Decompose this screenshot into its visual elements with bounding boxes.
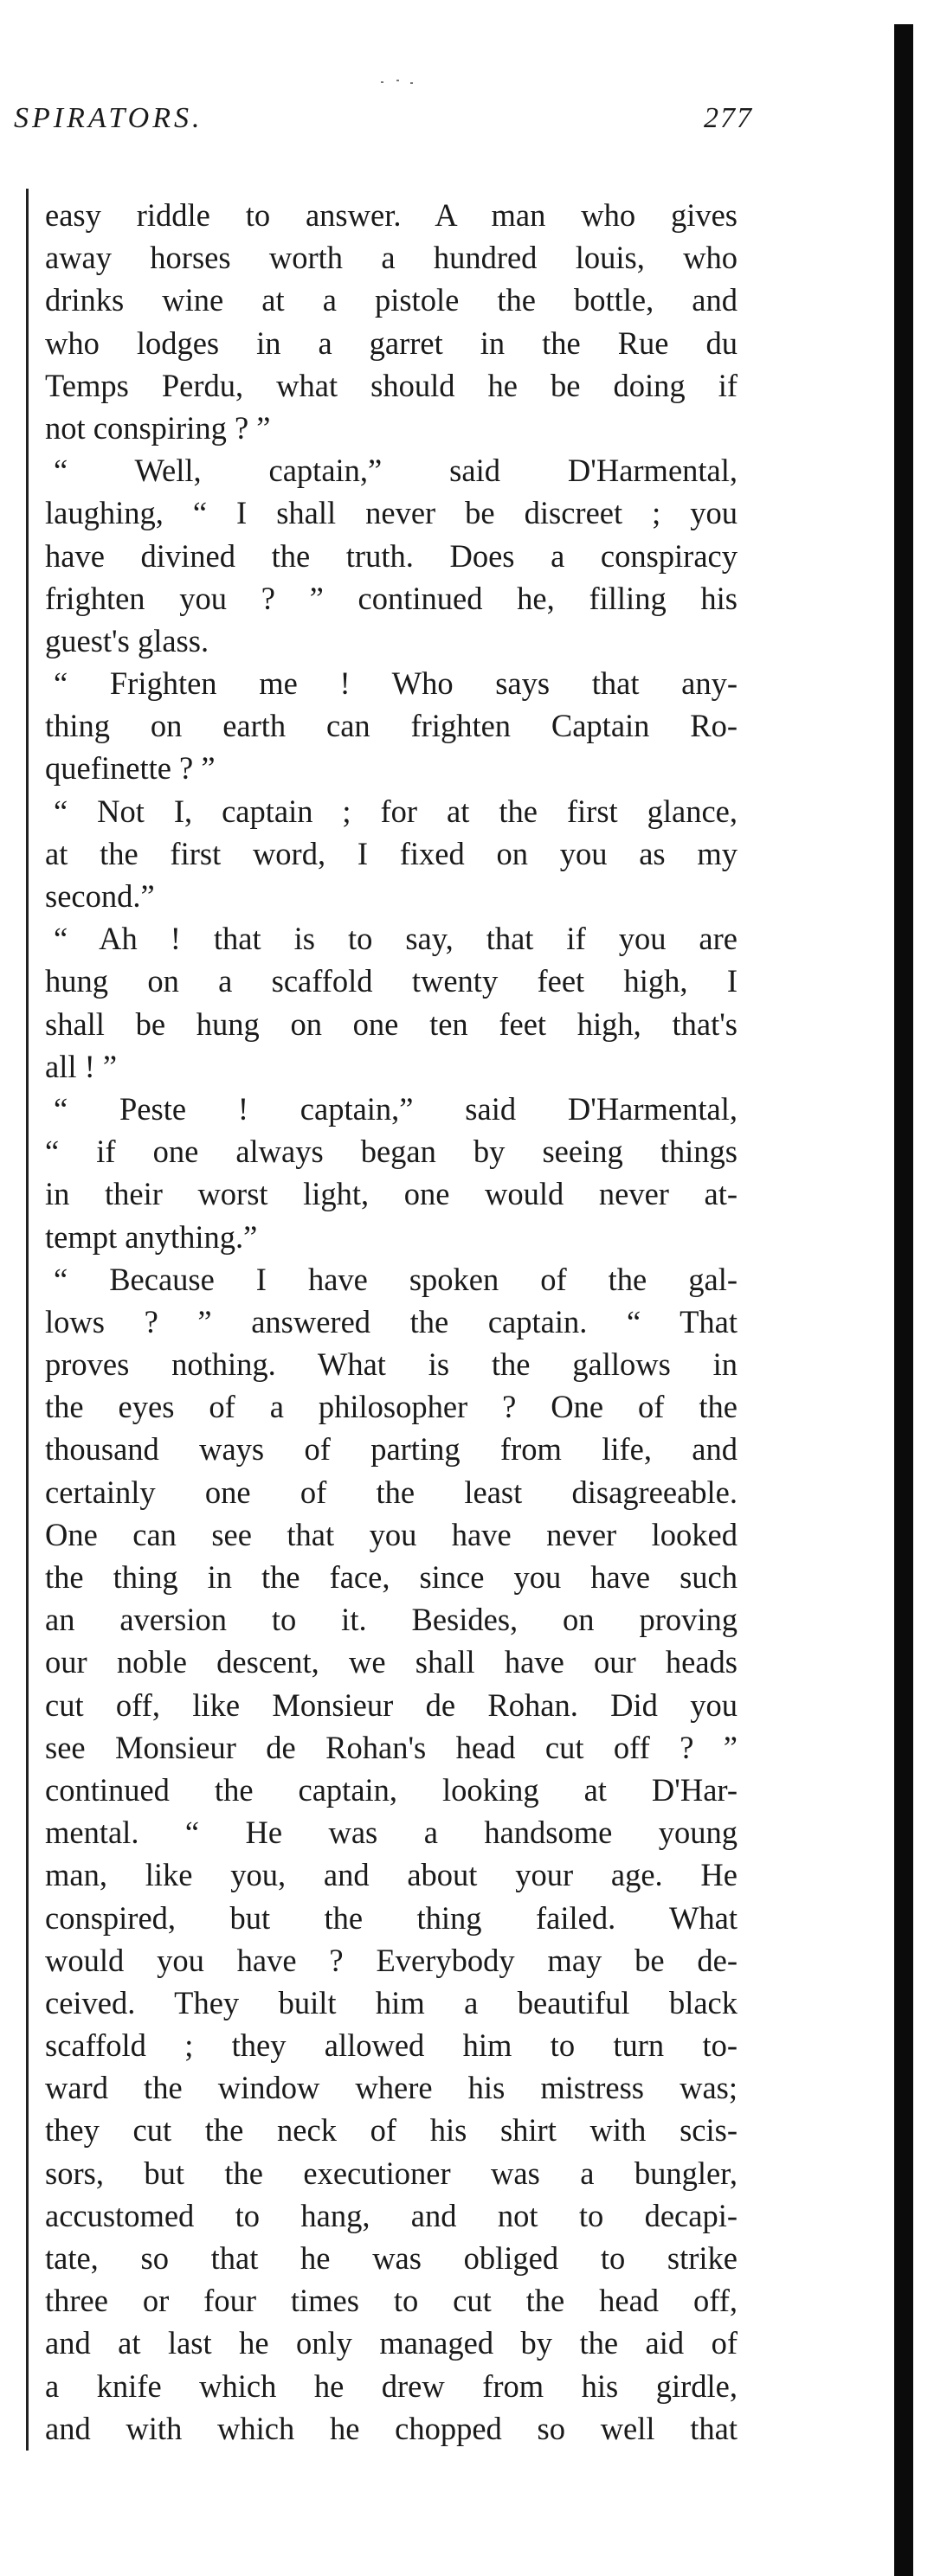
text-line: proves nothing. What is the gallows in [45,1346,738,1383]
text-line: conspired, but the thing failed. What [45,1899,738,1936]
text-line: tempt anything.” [45,1218,258,1255]
text-line: “ Peste ! captain,” said D'Harmental, [54,1090,738,1127]
text-line: hung on a scaffold twenty feet high, I [45,963,738,999]
text-line: scaffold ; they allowed him to turn to- [45,2027,738,2064]
text-line: easy riddle to answer. A man who gives [45,197,738,233]
binding-edge [894,24,913,2576]
text-line: and with which he chopped so well that [45,2410,738,2446]
text-line: second.” [45,878,155,914]
text-line: quefinette ? ” [45,750,216,787]
text-line: thing on earth can frighten Captain Ro- [45,708,738,744]
text-line: Temps Perdu, what should he be doing if [45,367,738,403]
text-line: continued the captain, looking at D'Har- [45,1771,738,1808]
text-line: tate, so that he was obliged to strike [45,2240,738,2276]
text-line: “ Because I have spoken of the gal- [54,1261,738,1297]
text-line: One can see that you have never looked [45,1516,738,1552]
text-line: they cut the neck of his shirt with scis- [45,2112,738,2149]
text-line: an aversion to it. Besides, on proving [45,1602,738,1638]
running-head: SPIRATORS. [14,102,203,134]
text-line: “ Ah ! that is to say, that if you are [54,921,738,957]
text-line: all ! ” [45,1048,118,1084]
text-line: ceived. They built him a beautiful black [45,1984,738,2020]
text-line: man, like you, and about your age. He [45,1857,738,1893]
page-number: 277 [704,102,753,134]
text-line: mental. “ He was a handsome young [45,1815,738,1851]
speck [396,80,399,81]
text-line: a knife which he drew from his girdle, [45,2367,738,2404]
text-line: and at last he only managed by the aid of [45,2325,738,2361]
text-line: three or four times to cut the head off, [45,2283,738,2319]
text-line: have divined the truth. Does a conspiracy [45,537,738,574]
print-specks [381,80,415,85]
text-line: our noble descent, we shall have our heads [45,1644,738,1680]
text-line: who lodges in a garret in the Rue du [45,324,738,361]
text-line: in their worst light, one would never at- [45,1176,738,1212]
text-line: would you have ? Everybody may be de- [45,1942,738,1978]
text-line: the thing in the face, since you have such [45,1559,738,1595]
text-line: lows ? ” answered the captain. “ That [45,1303,738,1339]
text-line: ward the window where his mistress was; [45,2070,738,2106]
text-line: cut off, like Monsieur de Rohan. Did you [45,1686,738,1723]
text-line: sors, but the executioner was a bungler, [45,2155,738,2191]
text-line: the eyes of a philosopher ? One of the [45,1389,738,1425]
page-header [0,102,753,154]
text-line: away horses worth a hundred louis, who [45,240,738,276]
text-line: “ Well, captain,” said D'Harmental, [54,453,738,489]
text-line: at the first word, I fixed on you as my [45,835,738,871]
speck [410,82,413,84]
text-line: certainly one of the least disagreeable. [45,1474,738,1510]
text-line: “ if one always began by seeing things [45,1134,738,1170]
text-line: shall be hung on one ten feet high, that's [45,1005,738,1042]
text-line: frighten you ? ” continued he, filling his [45,580,738,616]
body-text [45,194,738,2450]
text-line: not conspiring ? ” [45,409,271,446]
text-line: thousand ways of parting from life, and [45,1431,738,1468]
text-line: laughing, “ I shall never be discreet ; you [45,495,738,531]
text-line: accustomed to hang, and not to decapi- [45,2197,738,2233]
text-line: “ Frighten me ! Who says that any- [54,665,738,702]
text-line: guest's glass. [45,622,209,658]
margin-rule [26,189,29,2451]
text-line: drinks wine at a pistole the bottle, and [45,282,738,318]
speck [381,81,383,83]
text-line: “ Not I, captain ; for at the first glance, [54,793,738,829]
text-line: see Monsieur de Rohan's head cut off ? ” [45,1729,738,1765]
